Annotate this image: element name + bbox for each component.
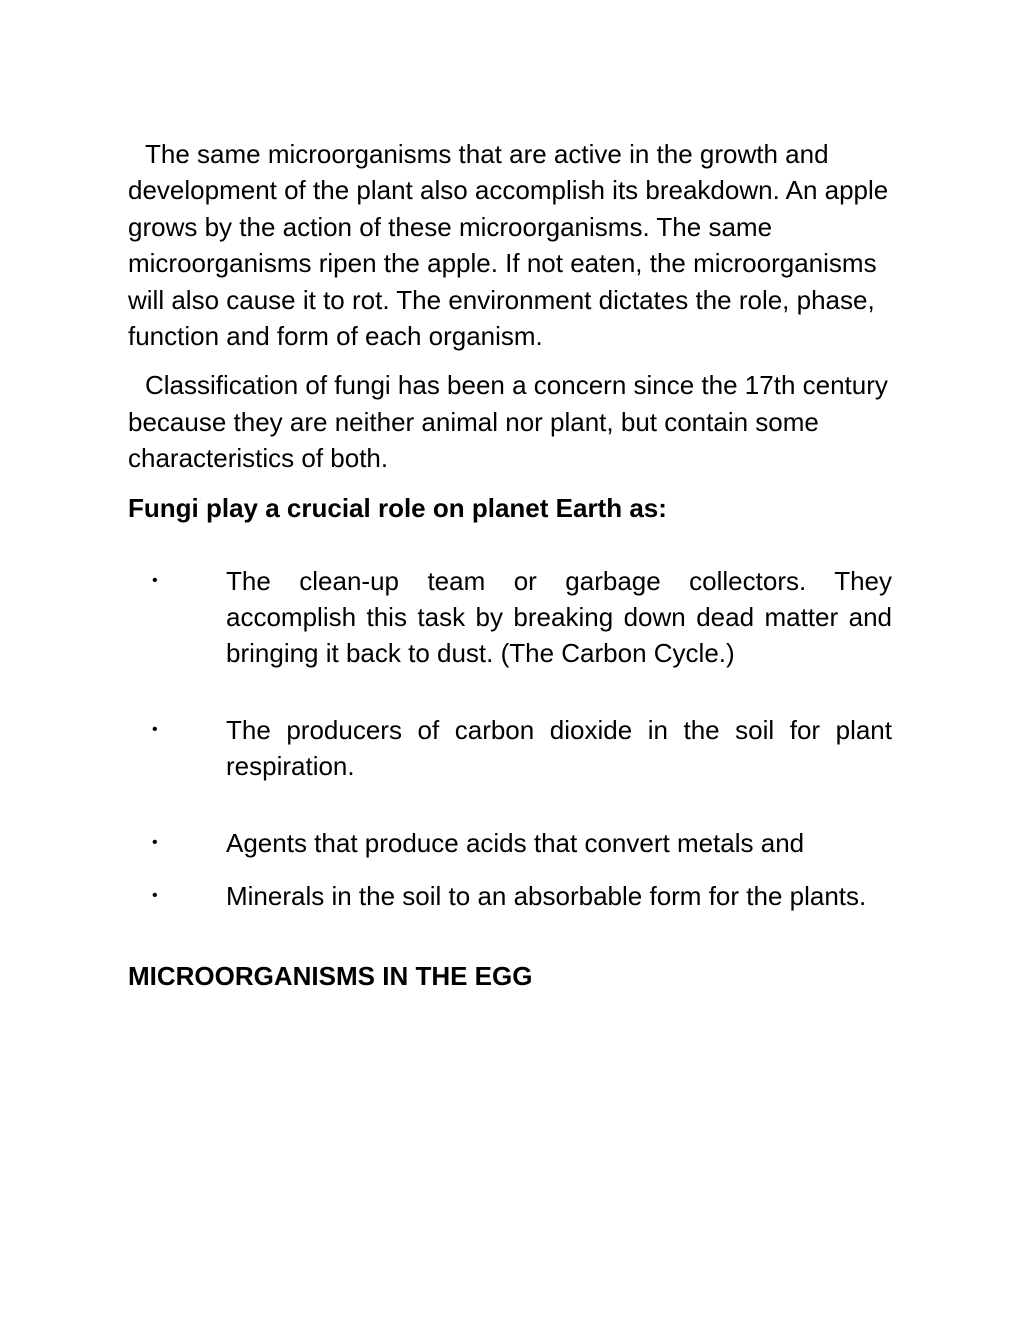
list-item [128,878,892,914]
bullet-icon: • [152,887,158,905]
list-item [128,712,892,785]
list-item [128,563,892,672]
paragraph-plant-breakdown: The same microorganisms that are active in the growth and development of the plant also accomplish its breakdown. An apple grows by the action of these microorganisms. The same microorganisms ripen the apple. If not eaten, the microorganisms will also cause it to rot. The environment dictates the role, phase, function and form of each organism. [128,139,889,352]
bullet-icon: • [152,571,158,589]
document-page [128,136,892,994]
fungi-role-list [128,563,892,915]
list-item-text: The producers of carbon dioxide in the soil for plant respiration. [226,714,892,782]
fungi-role-heading: Fungi play a crucial role on planet Earth as: [128,492,667,523]
list-item-text: Minerals in the soil to an absorbable form for the plants. [226,881,867,912]
paragraph-fungi-classification: Classification of fungi has been a concern since the 17th century because they are neither animal nor plant, but contain some characteristics of both. [128,370,888,474]
bullet-icon: • [152,720,158,738]
section-heading-egg: MICROORGANISMS IN THE EGG [128,960,533,991]
bullet-icon: • [152,833,158,851]
list-item-text: The clean-up team or garbage collectors. They accomplish this task by breaking down dead matter and bringing it back to dust. (The Carbon Cycle.) [226,565,892,669]
list-item [128,825,892,861]
list-item-text: Agents that produce acids that convert metals and [226,827,805,858]
